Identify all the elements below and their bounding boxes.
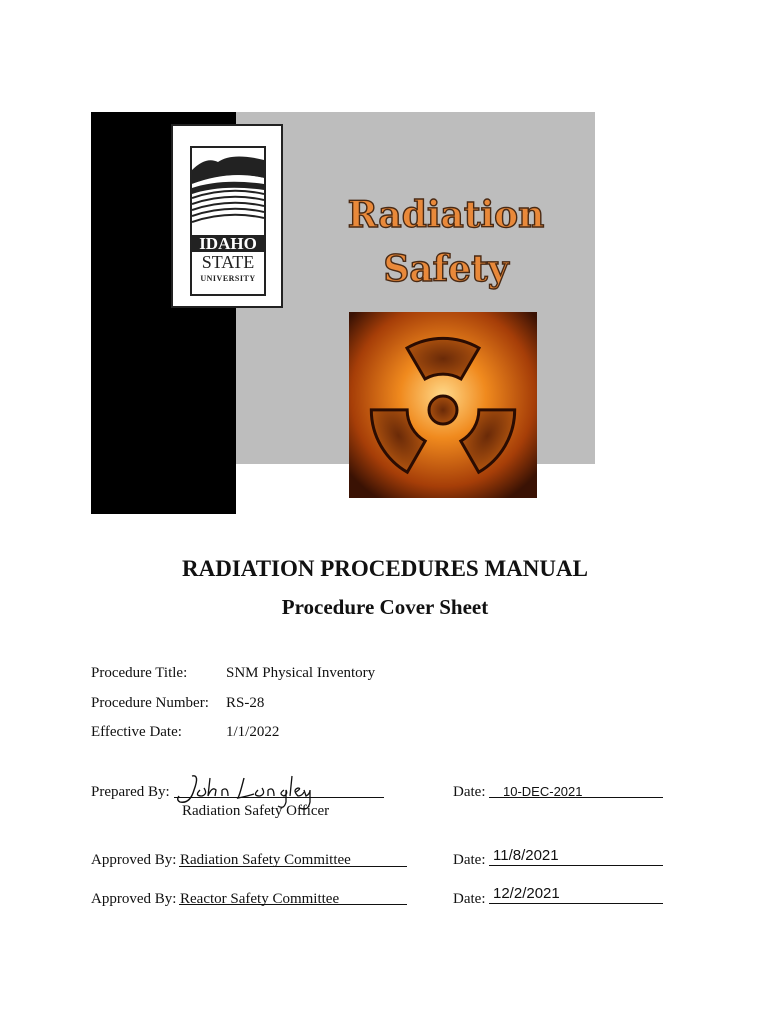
procedure-title-label: Procedure Title: <box>91 665 188 681</box>
mountain-landscape-icon <box>192 148 264 228</box>
procedure-number-label: Procedure Number: <box>91 695 209 711</box>
logo-text-line1: IDAHO <box>192 235 264 252</box>
prepared-date-value: 10-DEC-2021 <box>503 784 583 799</box>
radiation-trefoil-icon <box>349 312 537 498</box>
procedure-number-value: RS-28 <box>226 695 265 711</box>
approved-by-label-1: Approved By: <box>91 852 177 868</box>
university-logo <box>171 124 283 308</box>
procedure-title-value: SNM Physical Inventory <box>226 665 376 681</box>
prepared-by-label: Prepared By: <box>91 784 170 800</box>
logo-frame <box>190 146 266 296</box>
approver-1: Radiation Safety Committee <box>180 852 351 868</box>
cover-sheet-subtitle: Procedure Cover Sheet <box>281 595 489 619</box>
manual-title: RADIATION PROCEDURES MANUAL <box>182 556 588 581</box>
effective-date-label: Effective Date: <box>91 724 182 740</box>
cover-title-line1: Radiation <box>347 194 545 236</box>
approved-date-label-2: Date: <box>453 891 486 907</box>
cover-image <box>91 112 595 514</box>
approved-date-value-1: 11/8/2021 <box>493 847 559 864</box>
preparer-role: Radiation Safety Officer <box>182 803 330 819</box>
effective-date-value: 1/1/2022 <box>226 724 280 740</box>
approver-2: Reactor Safety Committee <box>180 891 340 907</box>
cover-title-line2: Safety <box>383 248 509 290</box>
prepared-date-label: Date: <box>453 784 486 800</box>
logo-text-line2: STATE <box>201 252 255 272</box>
signature-text: John Longley <box>170 770 176 771</box>
approved-date-value-2: 12/2/2021 <box>493 885 560 902</box>
logo-text-line3: UNIVERSITY <box>200 274 256 283</box>
approved-date-label-1: Date: <box>453 852 486 868</box>
approved-by-label-2: Approved By: <box>91 891 177 907</box>
